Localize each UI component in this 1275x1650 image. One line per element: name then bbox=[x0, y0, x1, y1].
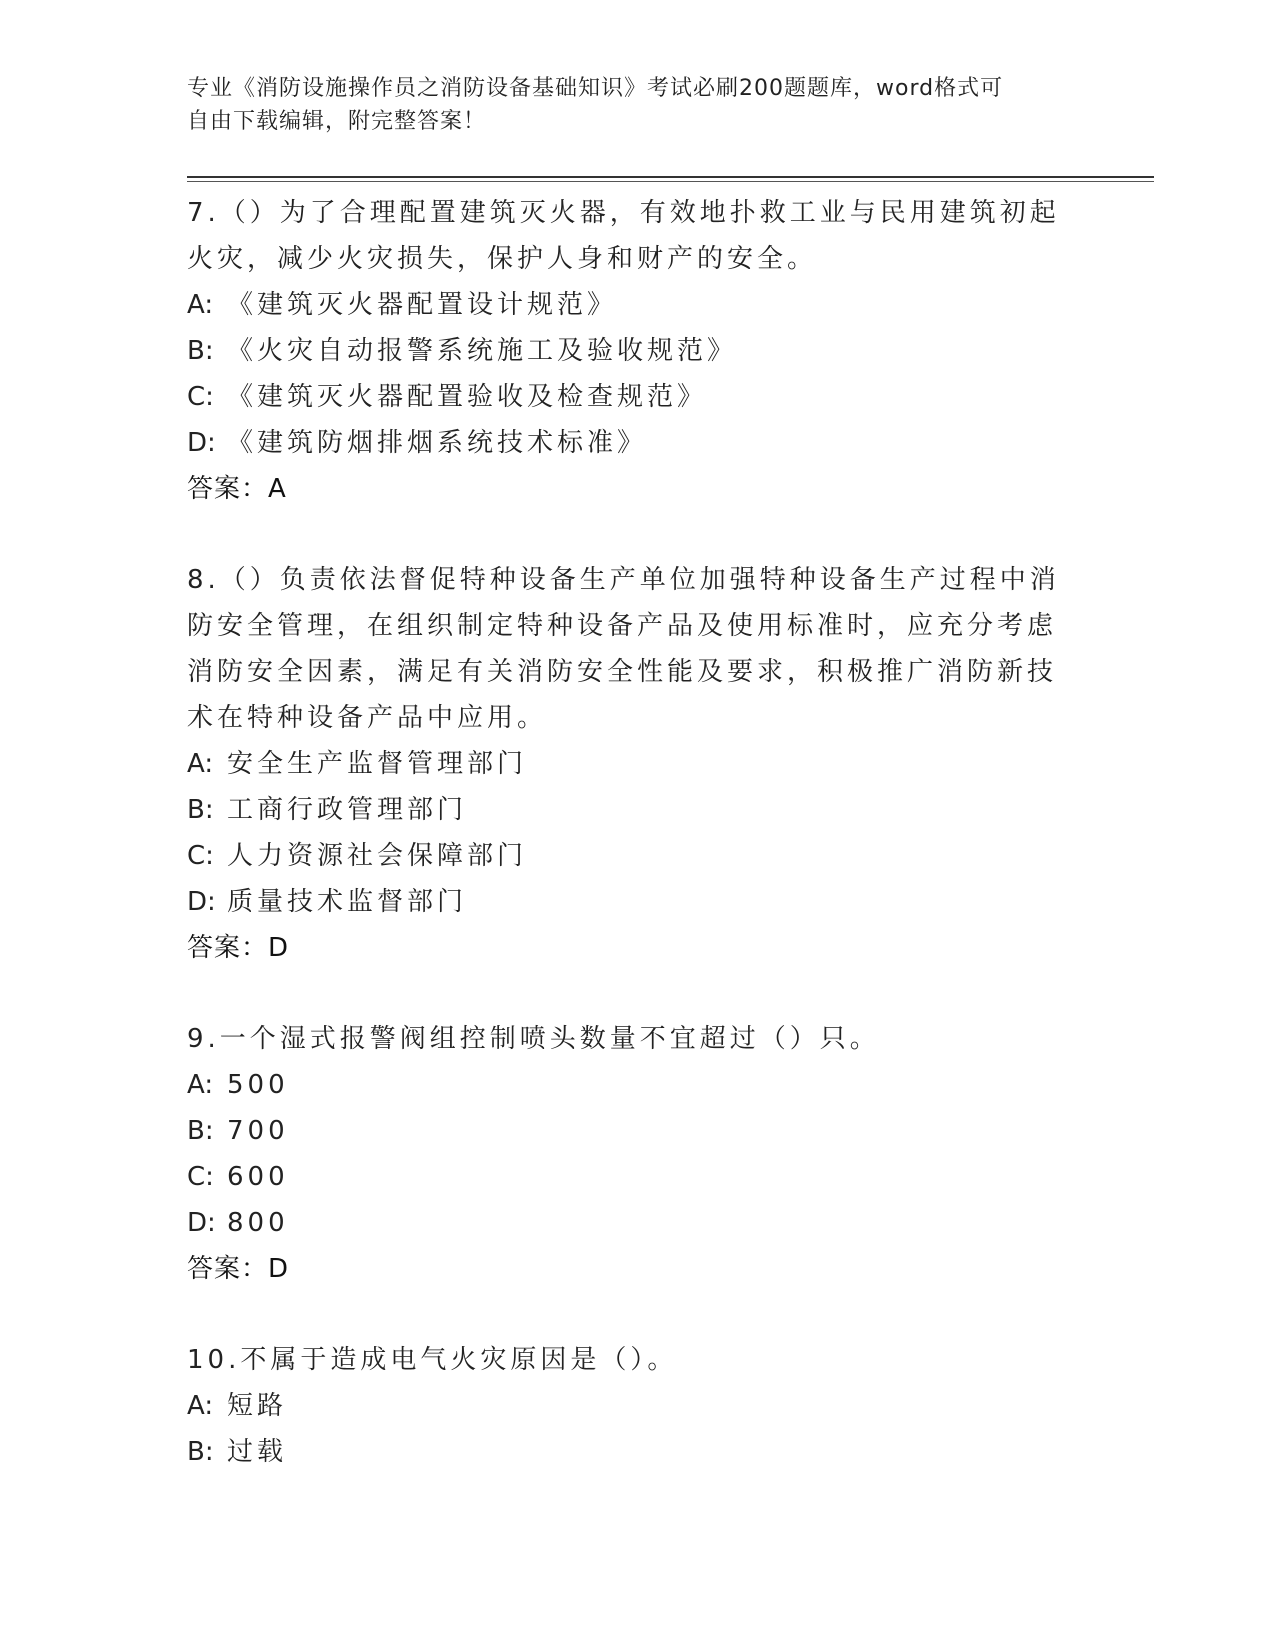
option-letter: A: bbox=[187, 749, 214, 779]
option-letter: B: bbox=[187, 1437, 214, 1467]
option-letter: B: bbox=[187, 336, 214, 366]
document-header bbox=[187, 72, 1067, 138]
option-text: 质量技术监督部门 bbox=[227, 887, 468, 917]
option-text: 人力资源社会保障部门 bbox=[227, 841, 528, 871]
question-list bbox=[187, 190, 1067, 1520]
option-a bbox=[187, 282, 1067, 328]
option-text: 短路 bbox=[227, 1391, 288, 1421]
question-stem: 9.一个湿式报警阀组控制喷头数量不宜超过（）只。 bbox=[187, 1024, 880, 1054]
option-d bbox=[187, 879, 1067, 925]
question-stem: 7.（）为了合理配置建筑灭火器，有效地扑救工业与民用建筑初起火灾，减少火灾损失，保护人身和财产的安全。 bbox=[187, 198, 1060, 274]
question-8 bbox=[187, 557, 1067, 971]
option-letter: C: bbox=[187, 382, 214, 412]
option-a bbox=[187, 1062, 1067, 1108]
header-line-1: 专业《消防设施操作员之消防设备基础知识》考试必刷200题题库，word格式可 bbox=[187, 76, 1004, 101]
option-letter: A: bbox=[187, 290, 214, 320]
option-letter: D: bbox=[187, 1208, 216, 1238]
option-text: 《建筑防烟排烟系统技术标准》 bbox=[227, 428, 648, 458]
option-a bbox=[187, 741, 1067, 787]
option-letter: D: bbox=[187, 428, 216, 458]
option-d bbox=[187, 420, 1067, 466]
question-9 bbox=[187, 1016, 1067, 1292]
option-text: 安全生产监督管理部门 bbox=[227, 749, 528, 779]
option-d bbox=[187, 1200, 1067, 1246]
option-b bbox=[187, 328, 1067, 374]
option-text: 《建筑灭火器配置验收及检查规范》 bbox=[227, 382, 708, 412]
option-letter: D: bbox=[187, 887, 216, 917]
option-a bbox=[187, 1383, 1067, 1429]
option-c bbox=[187, 374, 1067, 420]
question-stem: 8.（）负责依法督促特种设备生产单位加强特种设备生产过程中消防安全管理，在组织制定特种设备产品及使用标准时，应充分考虑消防安全因素，满足有关消防安全性能及要求，积极推广消防新技术在特种设备产品中应用。 bbox=[187, 565, 1060, 733]
header-divider-thin bbox=[187, 181, 1154, 182]
option-text: 《建筑灭火器配置设计规范》 bbox=[227, 290, 618, 320]
question-7 bbox=[187, 190, 1067, 512]
question-stem: 10.不属于造成电气火灾原因是（）。 bbox=[187, 1345, 678, 1375]
option-letter: C: bbox=[187, 841, 214, 871]
option-text: 《火灾自动报警系统施工及验收规范》 bbox=[227, 336, 738, 366]
option-c bbox=[187, 833, 1067, 879]
option-letter: B: bbox=[187, 795, 214, 825]
option-text: 工商行政管理部门 bbox=[227, 795, 468, 825]
option-text: 800 bbox=[227, 1208, 289, 1238]
option-letter: C: bbox=[187, 1162, 214, 1192]
option-letter: B: bbox=[187, 1116, 214, 1146]
option-text: 600 bbox=[227, 1162, 289, 1192]
option-text: 500 bbox=[227, 1070, 289, 1100]
option-b bbox=[187, 1429, 1067, 1475]
answer-line: 答案：D bbox=[187, 933, 290, 963]
header-divider-thick bbox=[187, 176, 1154, 178]
answer-line: 答案：D bbox=[187, 1254, 290, 1284]
question-10 bbox=[187, 1337, 1067, 1475]
option-c bbox=[187, 1154, 1067, 1200]
option-text: 过载 bbox=[227, 1437, 288, 1467]
header-line-2: 自由下载编辑，附完整答案！ bbox=[187, 109, 487, 134]
option-letter: A: bbox=[187, 1070, 214, 1100]
option-letter: A: bbox=[187, 1391, 214, 1421]
option-b bbox=[187, 787, 1067, 833]
answer-line: 答案：A bbox=[187, 474, 287, 504]
option-text: 700 bbox=[227, 1116, 289, 1146]
option-b bbox=[187, 1108, 1067, 1154]
